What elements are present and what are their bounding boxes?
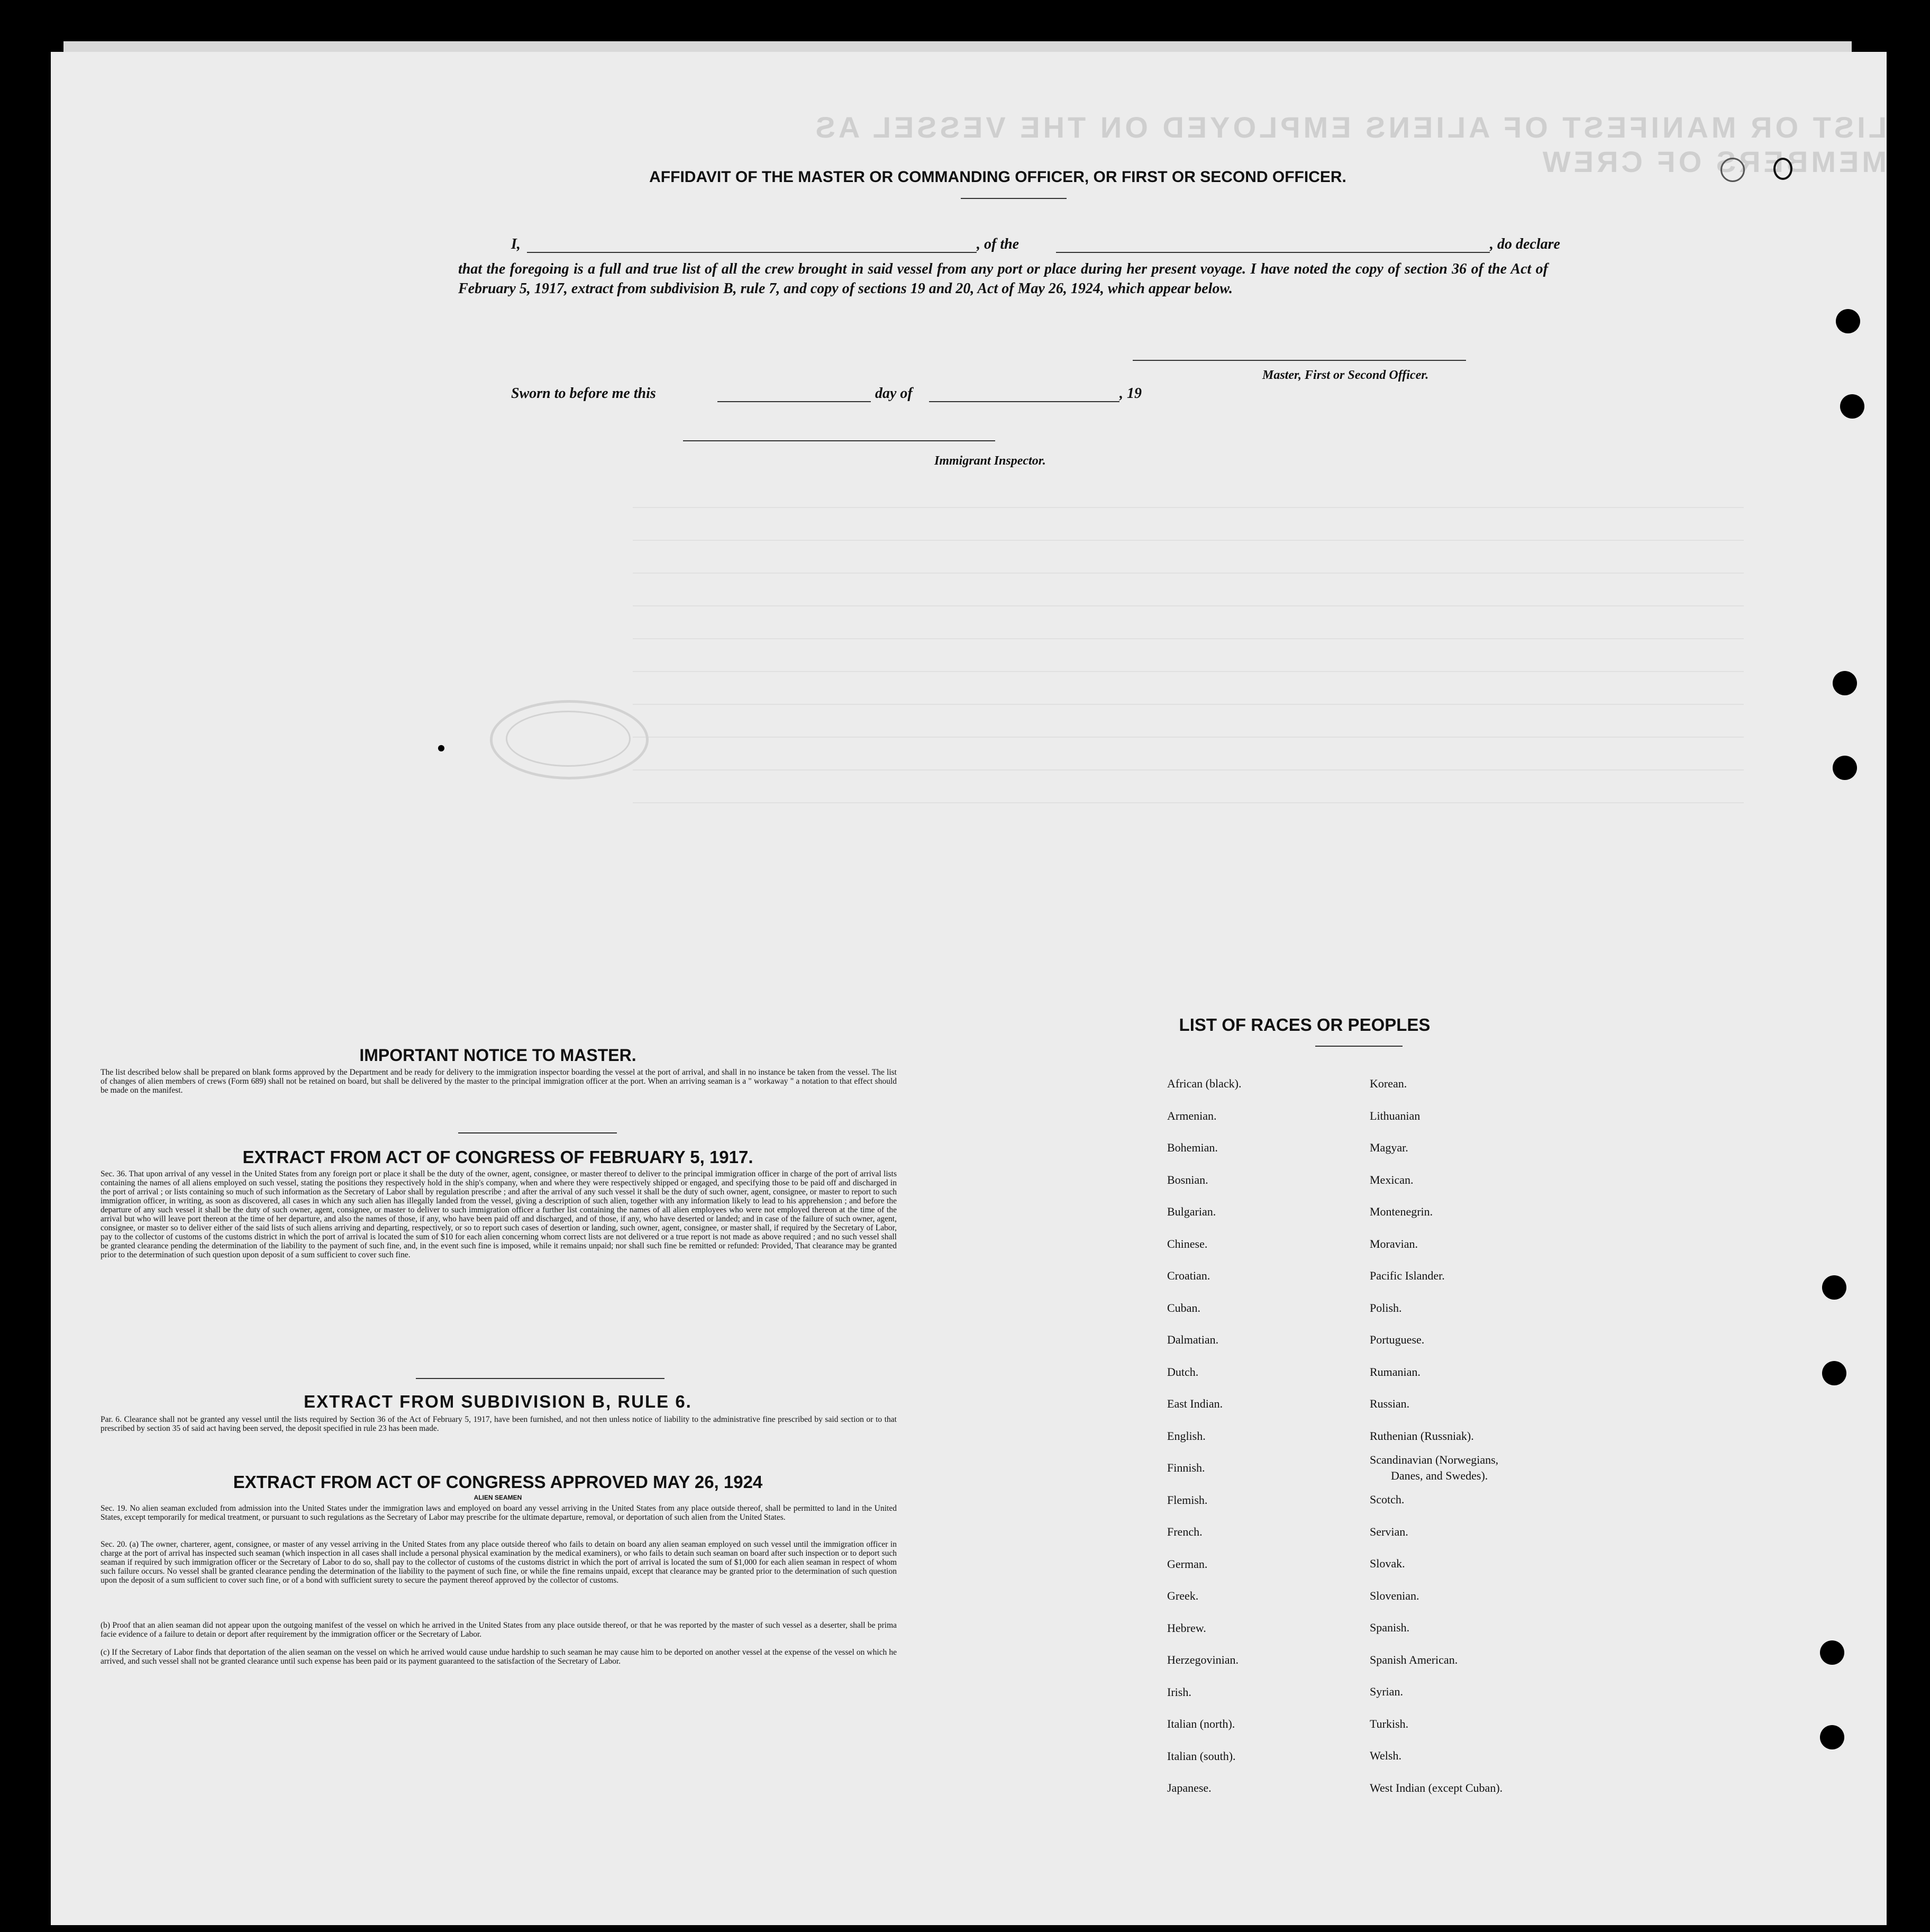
race-item: Servian. [1370,1525,1408,1538]
sworn-month-line [929,401,1119,402]
race-item: Polish. [1370,1301,1402,1314]
race-item: Italian (north). [1167,1717,1235,1730]
extract-1917-title: EXTRACT FROM ACT OF CONGRESS OF FEBRUARY 5, 1917. [242,1147,753,1167]
punch-hole [1820,1725,1844,1749]
race-item: East Indian. [1167,1397,1223,1410]
race-item: Greek. [1167,1589,1199,1602]
notice-divider [458,1132,617,1133]
race-item: Danes, and Swedes). [1391,1469,1488,1482]
extract-1924-sec20b: (b) Proof that an alien seaman did not appear upon the outgoing manifest of the vessel on which he arrived in the United States from any place outside thereof, or that he was reported by the master of such vessel as a deserter, shall be prima facie evidence of a failure to detain or deport after requirement by the immigration officer or the Secretary of Labor. [101,1621,897,1639]
race-item: Ruthenian (Russniak). [1370,1429,1474,1443]
sworn-label: Sworn to before me this [511,385,656,402]
race-item: Flemish. [1167,1493,1208,1507]
race-item: Croatian. [1167,1269,1210,1282]
race-item: Welsh. [1370,1749,1401,1762]
race-item: French. [1167,1525,1203,1538]
extract-rule6-body: Par. 6. Clearance shall not be granted any vessel until the lists required by Section 36 of the Act of February 5, 1917, have been furnished, and not then unless notice of liability to the administrative fine prescribed by said section or to that prescribed by section 35 of said act having been served, the deposit specified in rule 23 has been made. [101,1415,897,1433]
race-item: Russian. [1370,1397,1410,1410]
bleed-through-heading: LIST OR MANIFEST OF ALIENS EMPLOYED ON THE VESSEL AS MEMBERS OF CREW [812,111,1887,178]
day-of-label: day of [875,385,913,402]
extract-1924-sec19: Sec. 19. No alien seaman excluded from admission into the United States under the immigration laws and employed on board any vessel arriving in the United States from any place outside thereof, shall be permitted to land in the United States, except temporarily for medical treatment, or pursuant to such regulations as the Secretary of Labor may prescribe for the ultimate departure, removal, or deportation of such alien from the United States. [101,1504,897,1522]
punch-hole [1836,309,1860,333]
affidavit-i-label: I, [511,236,521,252]
race-item: Mexican. [1370,1173,1414,1186]
punch-hole [1833,756,1857,780]
race-item: Korean. [1370,1077,1407,1090]
race-item: Armenian. [1167,1109,1217,1122]
master-signature-label: Master, First or Second Officer. [1262,368,1429,382]
extract-1924-subtitle: ALIEN SEAMEN [474,1494,522,1501]
master-signature-line [1133,360,1466,361]
bleed-through-table [633,475,1744,835]
race-item: German. [1167,1557,1208,1571]
extract-1917-divider [416,1378,664,1379]
punch-hole [1840,394,1864,419]
affidavit-body: that the foregoing is a full and true list of all the crew brought in said vessel from any port or place during her present voyage. I have noted the copy of section 36 of the Act of February 5, 1917, extract from subdivision B, rule 7, and copy of sections 19 and 20, Act of May 26, 1924, which appear below. [458,261,1548,297]
extract-1924-sec20a: Sec. 20. (a) The owner, charterer, agent, consignee, or master of any vessel arriving in the United States from any place outside thereof who fails to detain on board any alien seaman employed on such vessel until the immigration officer in charge at the port of arrival has inspected such seaman (which inspection in all cases shall include a personal physical examination by the medical examiners), or who fails to detain such seaman on board after such inspection or to deport such seaman if required by such immigration officer or the Secretary of Labor to do so, shall pay to the collector of customs of the customs district in which the port of arrival is located the sum of $1,000 for each alien seaman in respect of whom such failure occurs. No vessel shall be granted clearance pending the determination of the liability to the payment of such fine, or while the fine remains unpaid, except that clearance may be granted prior to the determination of such question upon the deposit of a sum sufficient to cover such fine, or of a bond with sufficient surety to secure the payment thereof approved by the collector of customs. [101,1540,897,1585]
races-right-column [1370,1068,1503,1804]
race-item: Lithuanian [1370,1109,1421,1122]
races-left-column [1167,1068,1241,1804]
race-item: Slovak. [1370,1557,1405,1570]
race-item: Rumanian. [1370,1365,1421,1378]
race-item: Hebrew. [1167,1621,1206,1635]
race-item: Finnish. [1167,1461,1205,1474]
race-item: Portuguese. [1370,1333,1425,1346]
race-item: Dutch. [1167,1365,1199,1378]
speck [438,745,444,751]
extract-1917-body: Sec. 36. That upon arrival of any vessel in the United States from any foreign port or place it shall be the duty of the owner, agent, consignee, or master thereof to deliver to the principal immigration officer in charge of the port of arrival lists containing the names of all aliens employed on such vessel, stating the positions they respectively hold in the ship's company, when and where they were respectively shipped or engaged, and specifying those to be paid off and discharged in the port of arrival ; or lists containing so much of such information as the Secretary of Labor shall by regulation prescribe ; and after the arrival of any such vessel it shall be the duty of such owner, agent, consignee, or master to report to such immigration officer, in writing, as soon as discovered, all cases in which any such alien has illegally landed from the vessel, giving a description of such alien, together with any information likely to lead to his apprehension ; and before the departure of any such vessel it shall be the duty of such owner, agent, consignee, or master to deliver to such immigration officer a further list containing the names of all alien employees who were not employed thereon at the time of the arrival but who will leave port thereon at the time of her departure, and also the names of those, if any, who have been paid off and discharged, and of those, if any, who have deserted or landed; and in case of the failure of such owner, agent, consignee, or master so to deliver either of the said lists of such aliens arriving and departing, respectively, or so to report such cases of desertion or landing, such owner, agent, consignee, or master shall, if required by the Secretary of Labor, pay to the collector of customs of the customs district in which the port of arrival is located the sum of $10 for each alien concerning whom correct lists are not delivered or a true report is not made as above required ; and no such vessel shall be granted clearance pending the determination of the liability to the payment of such fine, and, in the event such fine is imposed, while it remains unpaid; nor shall such fine be remitted or refunded: Provided, That clearance may be granted prior to the determination of such question upon deposit of a sum sufficient to cover such fine. [101,1169,897,1259]
race-item: Chinese. [1167,1237,1208,1250]
affidavit-title-underline [961,198,1067,199]
race-item: Magyar. [1370,1141,1408,1154]
extract-rule6-title: EXTRACT FROM SUBDIVISION B, RULE 6. [304,1392,692,1411]
affidavit-declare-label: , do declare [1490,236,1560,252]
faded-stamp-inner [506,711,631,767]
punch-hole [1822,1275,1846,1300]
race-item: Scotch. [1370,1493,1405,1506]
extract-1924-sec20c: (c) If the Secretary of Labor finds that deportation of the alien seaman on the vessel on which he arrived would cause undue hardship to such seaman he may cause him to be deported on another vessel at the expense of the vessel on which he arrived, and such vessel shall not be granted clearance until such expense has been paid or its payment guaranteed to the satisfaction of the Secretary of Labor. [101,1648,897,1666]
race-item: Dalmatian. [1167,1333,1219,1346]
race-item: Irish. [1167,1685,1191,1699]
master-name-line [527,252,977,253]
race-item: Scandinavian (Norwegians, [1370,1453,1499,1466]
inspector-label: Immigrant Inspector. [934,454,1046,468]
race-item: Herzegovinian. [1167,1653,1239,1666]
race-item: Japanese. [1167,1781,1212,1794]
sworn-line [511,385,1199,406]
race-item: Pacific Islander. [1370,1269,1445,1282]
race-item: Moravian. [1370,1237,1418,1250]
punch-hole [1820,1640,1844,1665]
race-item: Bulgarian. [1167,1205,1216,1218]
corner-mark [1720,158,1745,182]
race-item: Spanish American. [1370,1653,1458,1666]
vessel-name-line [1056,252,1490,253]
races-title: LIST OF RACES OR PEOPLES [1179,1015,1431,1035]
race-item: Syrian. [1370,1685,1403,1698]
race-item: African (black). [1167,1077,1242,1090]
race-item: Montenegrin. [1370,1205,1433,1218]
affidavit-line1 [511,236,1569,257]
race-item: Turkish. [1370,1717,1409,1730]
punch-hole [1833,671,1857,695]
affidavit-of-the-label: , of the [977,236,1019,252]
races-title-underline [1315,1046,1403,1047]
race-item: West Indian (except Cuban). [1370,1781,1503,1794]
race-item: Cuban. [1167,1301,1200,1314]
year-label: , 19 [1119,385,1142,402]
race-item: Bosnian. [1167,1173,1208,1186]
race-item: English. [1167,1429,1206,1443]
extract-1924-title: EXTRACT FROM ACT OF CONGRESS APPROVED MAY 26, 1924 [233,1472,763,1492]
document-page [51,52,1887,1925]
race-item: Bohemian. [1167,1141,1218,1154]
affidavit-title: AFFIDAVIT OF THE MASTER OR COMMANDING OFFICER, OR FIRST OR SECOND OFFICER. [649,168,1346,186]
notice-title: IMPORTANT NOTICE TO MASTER. [359,1046,636,1065]
sworn-day-line [717,401,871,402]
race-item: Italian (south). [1167,1749,1236,1763]
corner-mark-2 [1773,158,1792,180]
inspector-signature-line [683,440,995,441]
punch-hole [1822,1361,1846,1385]
race-item: Spanish. [1370,1621,1410,1634]
notice-body: The list described below shall be prepared on blank forms approved by the Department and be ready for delivery to the immigration inspector boarding the vessel at the port of arrival, and shall in no instance be taken from the vessel. The list of changes of alien members of crews (Form 689) shall not be retained on board, but shall be delivered by the master to the principal immigration officer at the port. When an arriving seaman is a " workaway " a notation to that effect should be made on the manifest. [101,1068,897,1095]
race-item: Slovenian. [1370,1589,1419,1602]
